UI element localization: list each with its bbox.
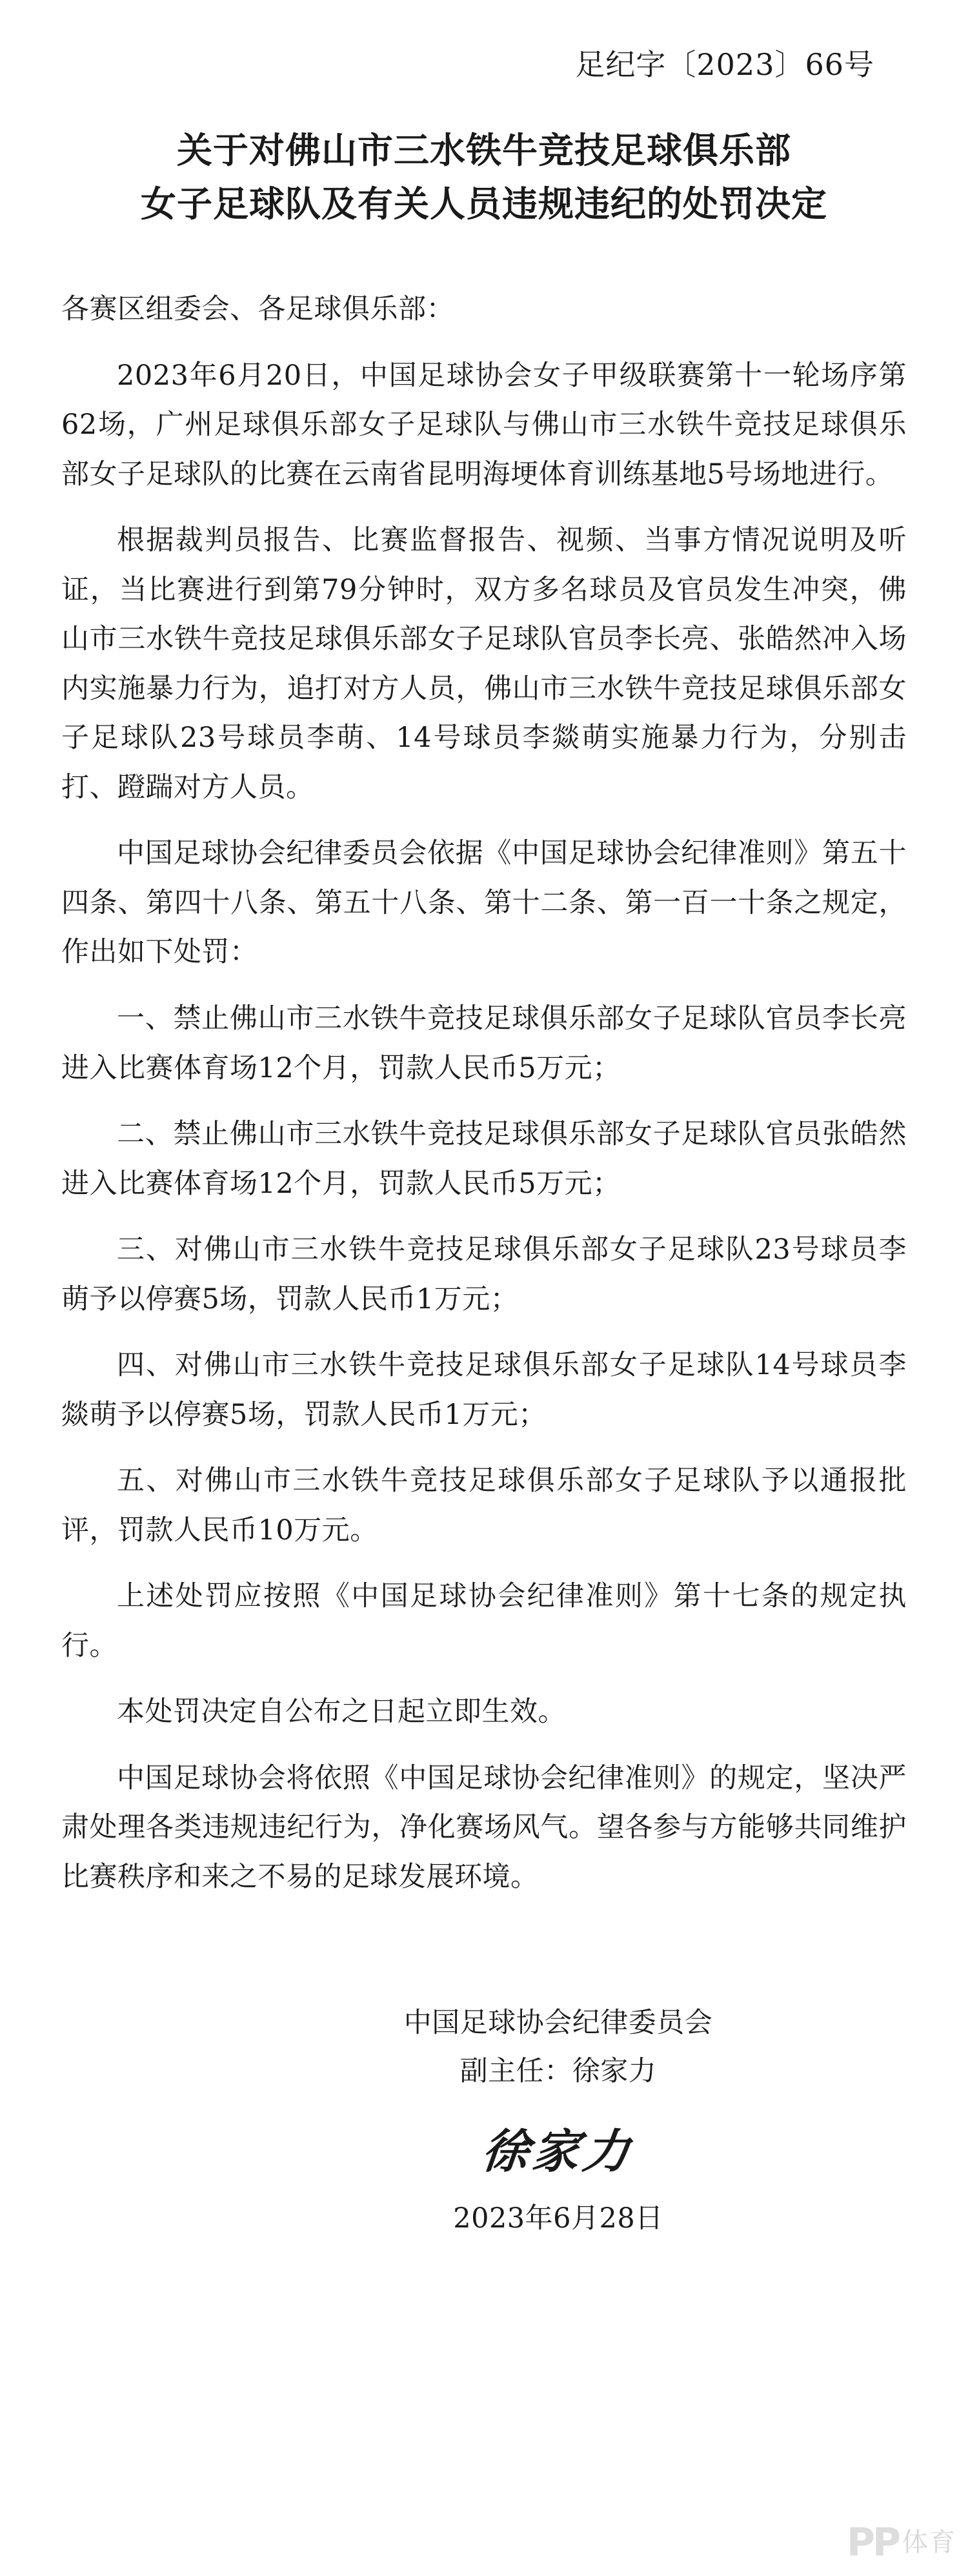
title-line-1: 关于对佛山市三水铁牛竞技足球俱乐部 bbox=[176, 129, 791, 172]
penalty-item-1: 一、禁止佛山市三水铁牛竞技足球俱乐部女子足球队官员李长亮进入比赛体育场12个月，罚款人民币5万元； bbox=[61, 1002, 907, 1084]
paragraph-closing: 中国足球协会将依照《中国足球协会纪律准则》的规定，坚决严肃处理各类违规违纪行为，净化赛场风气。望各参与方能够共同维护比赛秩序和来之不易的足球发展环境。 bbox=[61, 1761, 907, 1893]
document-number: 足纪字〔2023〕66号 bbox=[575, 47, 874, 82]
penalty-item-3: 三、对佛山市三水铁牛竞技足球俱乐部女子足球队23号球员李萌予以停赛5场，罚款人民币1万元； bbox=[61, 1233, 907, 1315]
paragraph-enforcement: 上述处罚应按照《中国足球协会纪律准则》第十七条的规定执行。 bbox=[61, 1580, 907, 1662]
penalty-item-2: 二、禁止佛山市三水铁牛竞技足球俱乐部女子足球队官员张皓然进入比赛体育场12个月，罚款人民币5万元； bbox=[61, 1118, 907, 1200]
issuing-organization: 中国足球协会纪律委员会 bbox=[403, 2006, 713, 2039]
penalty-item-5: 五、对佛山市三水铁牛竞技足球俱乐部女子足球队予以通报批评，罚款人民币10万元。 bbox=[61, 1465, 907, 1547]
paragraph-1: 2023年6月20日，中国足球协会女子甲级联赛第十一轮场序第62场，广州足球俱乐部女子足球队与佛山市三水铁牛竞技足球俱乐部女子足球队的比赛在云南省昆明海埂体育训练基地5号场地进行。 bbox=[61, 359, 907, 491]
handwritten-signature: 徐家力 bbox=[479, 2124, 636, 2179]
watermark bbox=[847, 2520, 956, 2565]
page-title bbox=[87, 124, 881, 230]
salutation: 各赛区组委会、各足球俱乐部： bbox=[61, 293, 454, 326]
signature-date: 2023年6月28日 bbox=[453, 2202, 663, 2235]
signatory-name: 副主任：徐家力 bbox=[459, 2054, 657, 2087]
watermark-label: 体育 bbox=[902, 2528, 956, 2557]
paragraph-3: 中国足球协会纪律委员会依据《中国足球协会纪律准则》第五十四条、第四十八条、第五十八条、第十二条、第一百一十条之规定，作出如下处罚： bbox=[61, 837, 907, 969]
title-line-2: 女子足球队及有关人员违规违纪的处罚决定 bbox=[140, 182, 827, 225]
pp-logo-icon: PP bbox=[847, 2520, 898, 2565]
paragraph-2: 根据裁判员报告、比赛监督报告、视频、当事方情况说明及听证，当比赛进行到第79分钟时，双方多名球员及官员发生冲突，佛山市三水铁牛竞技足球俱乐部女子足球队官员李长亮、张皓然冲入场内实施暴力行为，追打对方人员，佛山市三水铁牛竞技足球俱乐部女子足球队23号球员李萌、14号球员李燚萌实施暴力行为，分别击打、蹬踹对方人员。 bbox=[61, 524, 907, 804]
signature-block bbox=[61, 1999, 907, 2236]
paragraph-effective: 本处罚决定自公布之日起立即生效。 bbox=[117, 1696, 566, 1729]
penalty-item-4: 四、对佛山市三水铁牛竞技足球俱乐部女子足球队14号球员李燚萌予以停赛5场，罚款人民币1万元； bbox=[61, 1349, 907, 1431]
